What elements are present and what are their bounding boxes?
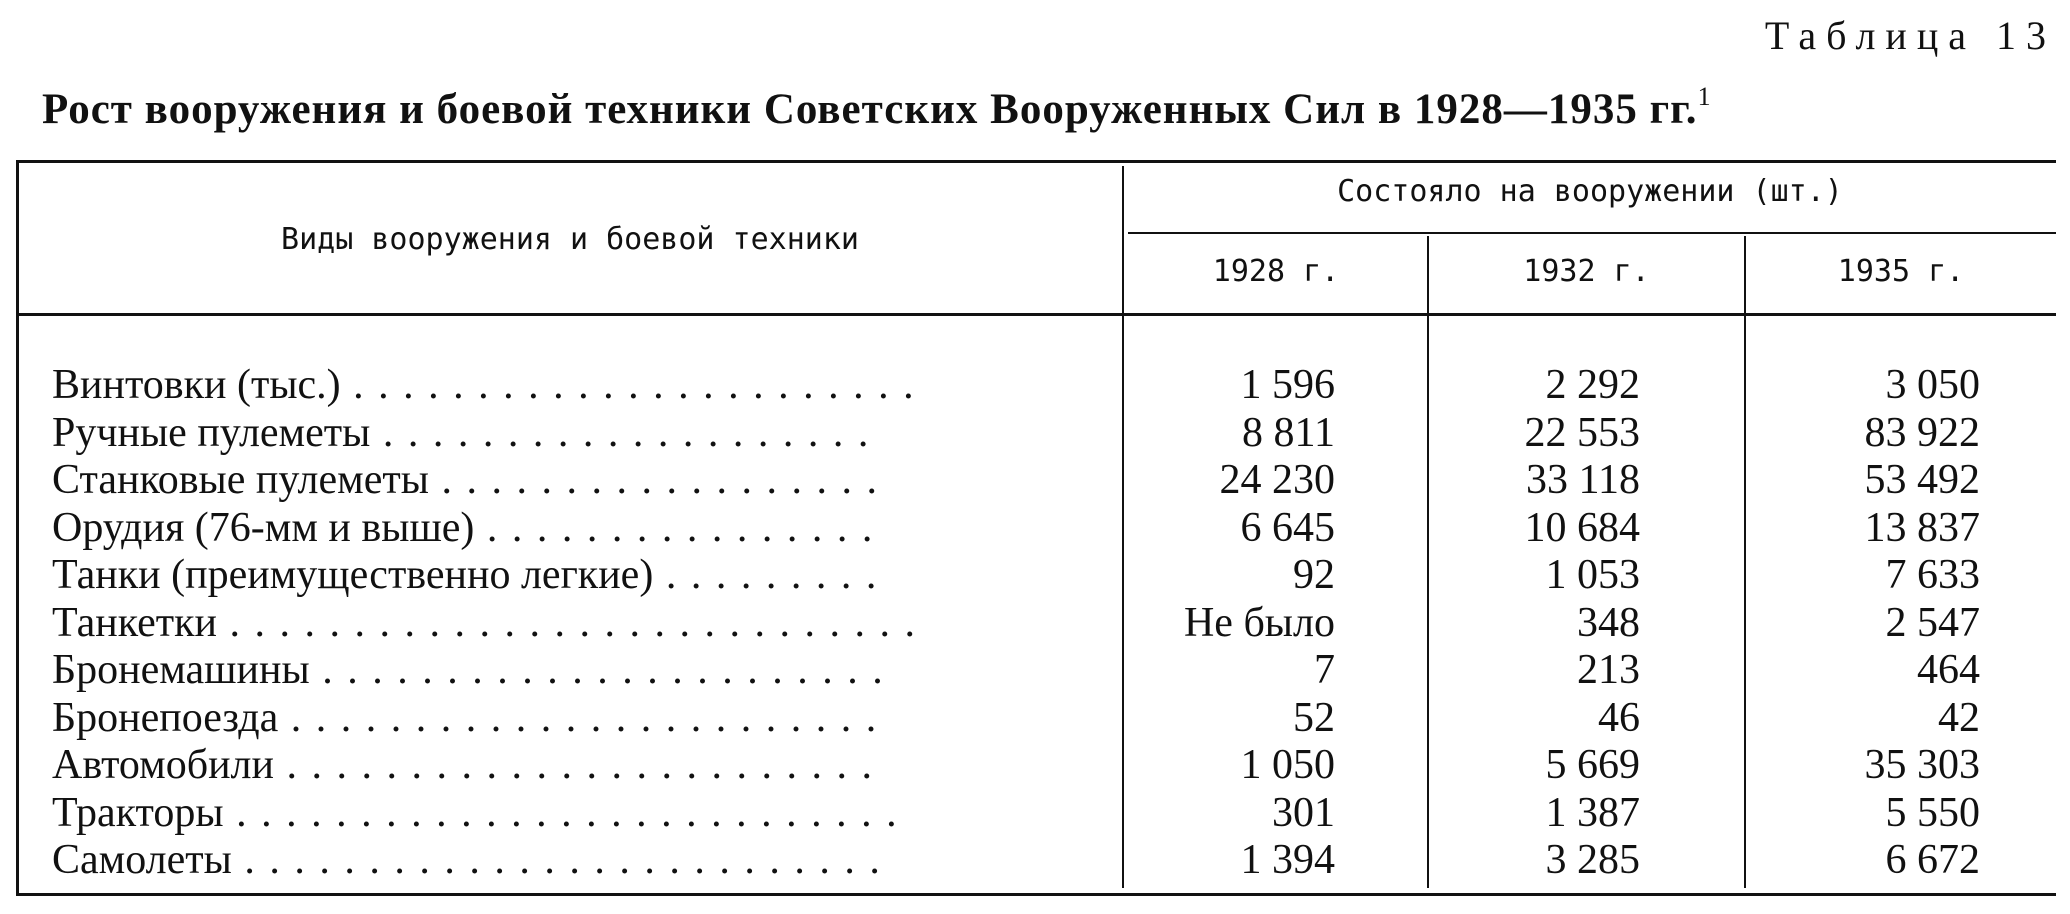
row-label-header: Виды вооружения и боевой техники <box>281 222 859 257</box>
table-number: Таблица 13 <box>1764 13 2056 58</box>
cell-1932: 10 684 <box>1524 504 1640 551</box>
group-header: Состояло на вооружении (шт.) <box>1337 174 1843 209</box>
row-label <box>52 647 1092 695</box>
row-label <box>52 505 1092 553</box>
table-row <box>0 552 2070 600</box>
cell-1928: 7 <box>1314 647 1335 693</box>
cell-1935: 83 922 <box>1864 409 1980 456</box>
row-label <box>52 742 1092 790</box>
leader-dots: . . . . . . . . . . . . . . . . . . . . . . . . . . . . <box>216 599 917 646</box>
table-row <box>0 600 2070 648</box>
cell-1932: 348 <box>1577 599 1640 646</box>
table-row <box>0 695 2070 743</box>
cell-1935: 13 837 <box>1864 504 1980 551</box>
leader-dots: . . . . . . . . . . . . . . . . . . . . . . . . . . . <box>223 789 899 836</box>
row-label <box>52 695 1092 743</box>
leader-dots: . . . . . . . . . . . . . . . . . . . . <box>370 409 871 456</box>
cell-1928: 1 394 <box>1240 837 1335 883</box>
cell-1935: 5 550 <box>1885 789 1980 836</box>
leader-dots: . . . . . . . . . . . . . . . . . . . . . . . . <box>273 742 874 788</box>
row-label <box>52 457 1092 505</box>
row-label-text: Бронепоезда <box>52 694 279 741</box>
leader-dots: . . . . . . . . . . . . . . . . . . . . . . . . <box>278 694 879 741</box>
cell-1928: 92 <box>1293 552 1335 598</box>
table-row <box>0 457 2070 505</box>
row-label-text: Станковые пулеметы <box>52 457 429 503</box>
row-label <box>52 837 1092 885</box>
cell-1928: Не было <box>1183 599 1335 646</box>
table-body <box>0 362 2070 885</box>
table-row <box>0 647 2070 695</box>
title-footnote-marker: 1 <box>1697 82 1712 111</box>
row-label-text: Танки (преимущественно легкие) <box>52 552 654 598</box>
cell-1935: 3 050 <box>1885 362 1980 408</box>
row-label-text: Автомобили <box>52 742 274 788</box>
cell-1928: 301 <box>1272 789 1335 836</box>
cell-1928: 1 596 <box>1240 362 1335 408</box>
table-top-rule <box>16 160 2056 163</box>
cell-1928: 1 050 <box>1240 742 1335 788</box>
leader-dots: . . . . . . . . . . . . . . . . . . . . . . . <box>309 647 885 693</box>
row-label-text: Ручные пулеметы <box>52 409 371 456</box>
group-header-rule <box>1128 232 2056 234</box>
row-label-text: Танкетки <box>52 599 217 646</box>
row-label <box>52 600 1092 648</box>
cell-1932: 33 118 <box>1526 457 1640 503</box>
cell-1928: 8 811 <box>1242 409 1335 456</box>
leader-dots: . . . . . . . . . . . . . . . . . . . . . . . <box>340 362 916 408</box>
year-header-1928: 1928 г. <box>1212 254 1340 289</box>
row-label <box>52 362 1092 410</box>
cell-1928: 52 <box>1293 694 1335 741</box>
table-bottom-rule <box>16 893 2056 896</box>
row-label-text: Самолеты <box>52 837 232 883</box>
header-bottom-rule <box>16 313 2056 316</box>
cell-1932: 46 <box>1598 694 1640 741</box>
table-row <box>0 837 2070 885</box>
row-label-text: Бронемашины <box>52 647 310 693</box>
table-row <box>0 790 2070 838</box>
leader-dots: . . . . . . . . . . . . . . . . . . . . . . . . . . <box>231 837 882 883</box>
table-row <box>0 362 2070 410</box>
cell-1935: 53 492 <box>1864 457 1980 503</box>
cell-1935: 35 303 <box>1864 742 1980 788</box>
table-title-text: Рост вооружения и боевой техники Советских Вооруженных Сил в 1928—1935 гг. <box>42 86 1698 133</box>
year-header-1932: 1932 г. <box>1523 254 1650 289</box>
cell-1932: 1 053 <box>1545 552 1640 598</box>
cell-1935: 6 672 <box>1885 837 1980 883</box>
cell-1928: 6 645 <box>1240 504 1335 551</box>
leader-dots: . . . . . . . . . . . . . . . . . . <box>428 457 879 503</box>
table-row <box>0 410 2070 458</box>
cell-1935: 42 <box>1938 694 1980 741</box>
cell-1935: 2 547 <box>1885 599 1980 646</box>
row-label <box>52 790 1092 838</box>
cell-1932: 22 553 <box>1524 409 1640 456</box>
leader-dots: . . . . . . . . . . . . . . . . <box>474 504 875 551</box>
cell-1932: 1 387 <box>1545 789 1640 836</box>
year-header-1935: 1935 г. <box>1837 254 1965 289</box>
row-label-text: Тракторы <box>52 789 224 836</box>
cell-1935: 7 633 <box>1885 552 1980 598</box>
row-label-text: Орудия (76-мм и выше) <box>52 504 475 551</box>
cell-1932: 213 <box>1577 647 1640 693</box>
table-title <box>42 82 2062 134</box>
cell-1928: 24 230 <box>1219 457 1335 503</box>
cell-1932: 2 292 <box>1545 362 1640 408</box>
row-label <box>52 552 1092 600</box>
table-row <box>0 742 2070 790</box>
cell-1932: 3 285 <box>1545 837 1640 883</box>
cell-1932: 5 669 <box>1545 742 1640 788</box>
cell-1935: 464 <box>1917 647 1980 693</box>
table-row <box>0 505 2070 553</box>
row-label-text: Винтовки (тыс.) <box>52 362 341 408</box>
leader-dots: . . . . . . . . . <box>653 552 879 598</box>
row-label <box>52 410 1092 458</box>
